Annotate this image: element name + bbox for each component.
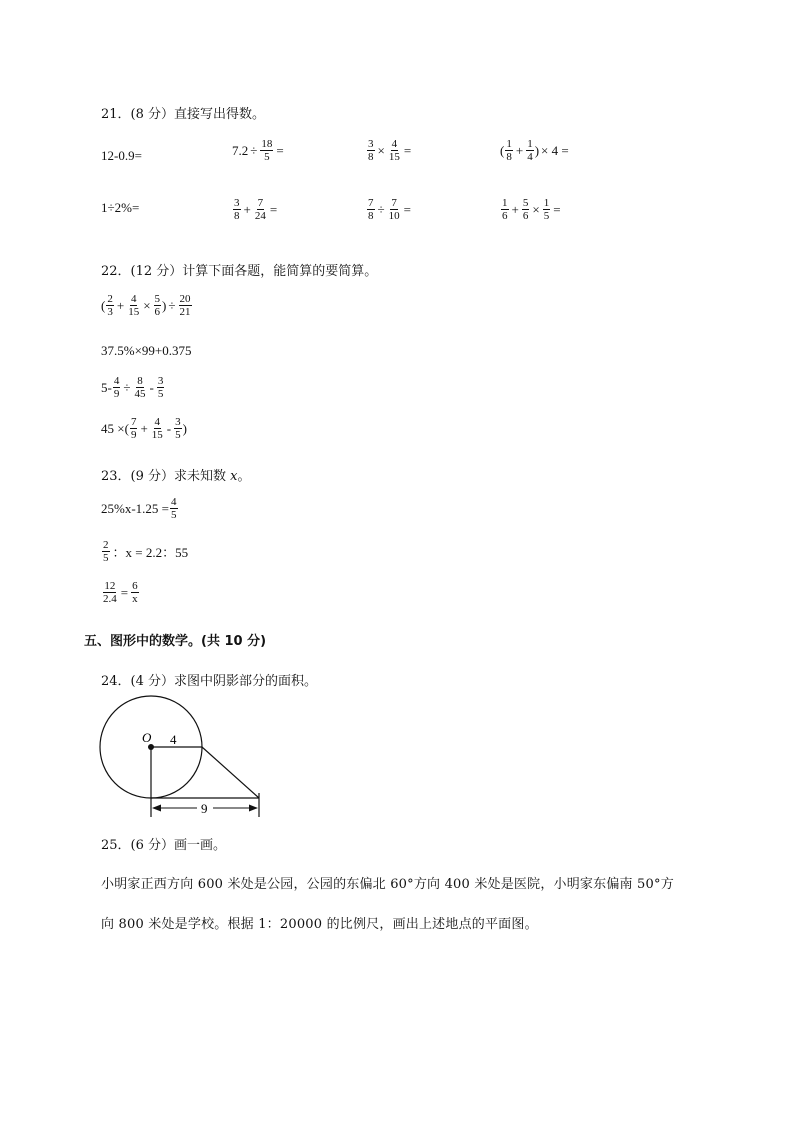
frac-den: 8 <box>368 151 374 163</box>
frac <box>151 416 164 441</box>
frac-den: 4 <box>527 151 533 163</box>
frac-den: 21 <box>179 306 191 318</box>
paren-open: ( <box>500 142 505 158</box>
frac-num: 4 <box>113 375 120 387</box>
q21-r2-d-eq: = <box>553 201 561 217</box>
paren-open: ( <box>124 420 129 436</box>
q23-title-end: 。 <box>237 469 251 484</box>
frac-den: 5 <box>175 429 181 441</box>
frac <box>102 580 118 605</box>
paren-close: ) <box>182 420 187 436</box>
operator: + <box>116 297 125 313</box>
frac-den: 6 <box>522 210 529 222</box>
frac-den: 5 <box>157 388 164 400</box>
q21-r2-b <box>232 197 279 222</box>
frac-num: 7 <box>130 416 137 428</box>
q21-r1-a <box>101 148 142 164</box>
frac-den: 24 <box>254 210 266 222</box>
frac-den: 3 <box>107 306 113 318</box>
q23-title <box>101 465 251 484</box>
q21-r1-b-frac <box>260 138 273 163</box>
frac <box>179 293 192 318</box>
frac-num: 5 <box>154 293 161 305</box>
q21-r1-c-eq: = <box>403 142 412 158</box>
frac <box>174 416 182 441</box>
frac-den: 15 <box>388 151 400 163</box>
frac-num: 1 <box>502 197 508 209</box>
q21-r1-b-left: 7.2 <box>232 142 249 158</box>
q21-title: 21．(8 分）直接写出得数。 <box>101 107 266 122</box>
q21-r1-b-eq: = <box>276 142 284 158</box>
frac <box>154 293 162 318</box>
q24-figure <box>95 695 270 825</box>
frac <box>157 375 165 400</box>
q25-line1: 小明家正西方向 600 米处是公园，公园的东偏北 60°方向 400 米处是医院，小明家东偏南 50°方 <box>101 877 674 892</box>
q21-r2-b-op: + <box>243 201 251 217</box>
operator: - <box>166 420 172 436</box>
q21-r2-a-text: 1÷2%= <box>101 200 140 215</box>
q23-e1-left: 25%x-1.25 = <box>101 500 169 516</box>
operator: - <box>149 379 154 395</box>
q23-expr2 <box>101 539 190 564</box>
frac-num: 2 <box>107 293 113 305</box>
q23-e2-rest: ：x = 2.2：55 <box>112 545 189 560</box>
frac-num: 6 <box>132 580 138 592</box>
q21-r1-b <box>232 138 286 163</box>
frac-den: 8 <box>368 210 374 222</box>
frac <box>102 539 110 564</box>
q21-r2-b-eq: = <box>269 201 278 217</box>
q22-expr4 <box>101 416 187 441</box>
frac-den: 5 <box>264 151 270 163</box>
q23-expr1 <box>101 496 179 521</box>
frac <box>127 293 140 318</box>
q24-title: 24．(4 分）求图中阴影部分的面积。 <box>101 674 318 689</box>
q22-expr2-text: 37.5%×99+0.375 <box>101 343 192 358</box>
q21-r1-b-op: ÷ <box>250 142 258 158</box>
frac-den: 5 <box>171 509 177 521</box>
frac-den: 9 <box>113 388 120 400</box>
q21-r2-d-op2: × <box>532 201 540 217</box>
q21-r2-c-eq: = <box>403 201 411 217</box>
frac-num: 3 <box>157 375 164 387</box>
frac <box>130 416 138 441</box>
operator: ÷ <box>123 379 131 395</box>
frac-num: 7 <box>257 197 264 209</box>
q21-r2-d <box>500 197 563 222</box>
q21-r2-c <box>366 197 413 222</box>
q21-r1-d <box>500 138 571 163</box>
frac-den: 6 <box>502 210 508 222</box>
q22-expr3 <box>101 375 165 400</box>
section-5-title: 五、图形中的数学。(共 10 分) <box>84 634 267 649</box>
frac-num: 20 <box>179 293 191 305</box>
equals: = <box>120 584 129 600</box>
frac-den: 10 <box>388 210 400 222</box>
frac-num: 1 <box>506 138 512 150</box>
q21-r2-d-frac3 <box>543 197 551 222</box>
q21-r1-d-op: + <box>515 142 524 158</box>
paren-close: ) <box>534 142 540 158</box>
frac-den: 6 <box>154 306 161 318</box>
frac-num: 1 <box>527 138 533 150</box>
q22-expr2 <box>101 343 192 359</box>
frac-num: 8 <box>137 375 143 387</box>
frac-num: 3 <box>234 197 240 209</box>
q21-r1-c-frac2 <box>388 138 401 163</box>
q21-r1-c-op: × <box>377 142 385 158</box>
q21-r2-b-frac2 <box>254 197 267 222</box>
frac-num: 3 <box>175 416 181 428</box>
frac-num: 4 <box>154 416 161 428</box>
frac-num: 7 <box>391 197 397 209</box>
frac <box>133 375 146 400</box>
frac-den: 45 <box>134 388 146 400</box>
frac-num: 4 <box>171 496 177 508</box>
q23-expr3 <box>101 580 140 605</box>
q22-expr1 <box>101 293 193 318</box>
slant-line <box>202 747 259 798</box>
arrow-right-icon <box>249 805 258 812</box>
frac-den: x <box>132 593 138 605</box>
q22-title: 22．(12 分）计算下面各题，能简算的要简算。 <box>101 264 378 279</box>
arrow-left-icon <box>152 805 161 812</box>
q21-r1-c <box>366 138 413 163</box>
q21-r2-c-op: ÷ <box>377 201 385 217</box>
q21-r1-d-frac2 <box>526 138 534 163</box>
paren-close: ) <box>162 297 167 313</box>
q21-r2-b-frac1 <box>233 197 241 222</box>
frac-num: 12 <box>104 580 116 592</box>
frac-den: 5 <box>103 552 109 564</box>
frac-num: 18 <box>261 138 273 150</box>
lead: 5- <box>101 379 112 395</box>
frac-num: 1 <box>543 197 550 209</box>
frac-num: 7 <box>368 197 374 209</box>
q23-title-var: x <box>230 469 238 484</box>
frac-den: 5 <box>543 210 550 222</box>
frac-den: 15 <box>128 306 140 318</box>
operator: × <box>143 297 151 313</box>
frac-num: 2 <box>103 539 109 551</box>
frac-den: 2.4 <box>103 593 117 605</box>
q21-r1-d-tail: × 4 = <box>541 142 569 158</box>
frac-den: 8 <box>234 210 240 222</box>
frac-num: 4 <box>391 138 398 150</box>
q21-r2-d-frac2 <box>522 197 530 222</box>
frac <box>170 496 178 521</box>
frac <box>113 375 121 400</box>
base-label: 9 <box>201 801 208 816</box>
q21-r1-d-frac1 <box>505 138 513 163</box>
frac-den: 8 <box>506 151 512 163</box>
operator: ÷ <box>168 297 176 313</box>
q21-r1-a-text: 12-0.9= <box>101 148 142 163</box>
q21-r1-c-frac1 <box>367 138 375 163</box>
frac-den: 9 <box>130 429 137 441</box>
frac-num: 3 <box>368 138 374 150</box>
frac-num: 4 <box>130 293 137 305</box>
q21-r2-c-frac1 <box>367 197 375 222</box>
center-label: O <box>142 730 152 745</box>
q25-line2: 向 800 米处是学校。根据 1：20000 的比例尺，画出上述地点的平面图。 <box>101 917 538 932</box>
q21-r2-a <box>101 200 139 216</box>
radius-label: 4 <box>170 732 177 747</box>
frac-num: 5 <box>522 197 529 209</box>
frac <box>106 293 114 318</box>
q21-r2-c-frac2 <box>388 197 401 222</box>
q21-r2-d-op1: + <box>511 201 519 217</box>
operator: + <box>140 420 148 436</box>
paren-open: ( <box>101 297 106 313</box>
lead: 45 × <box>101 420 125 436</box>
q21-r2-d-frac1 <box>501 197 509 222</box>
q25-title: 25．(6 分）画一画。 <box>101 838 227 853</box>
frac <box>131 580 139 605</box>
q23-title-text: 23．(9 分）求未知数 <box>101 469 227 484</box>
frac-den: 15 <box>151 429 163 441</box>
